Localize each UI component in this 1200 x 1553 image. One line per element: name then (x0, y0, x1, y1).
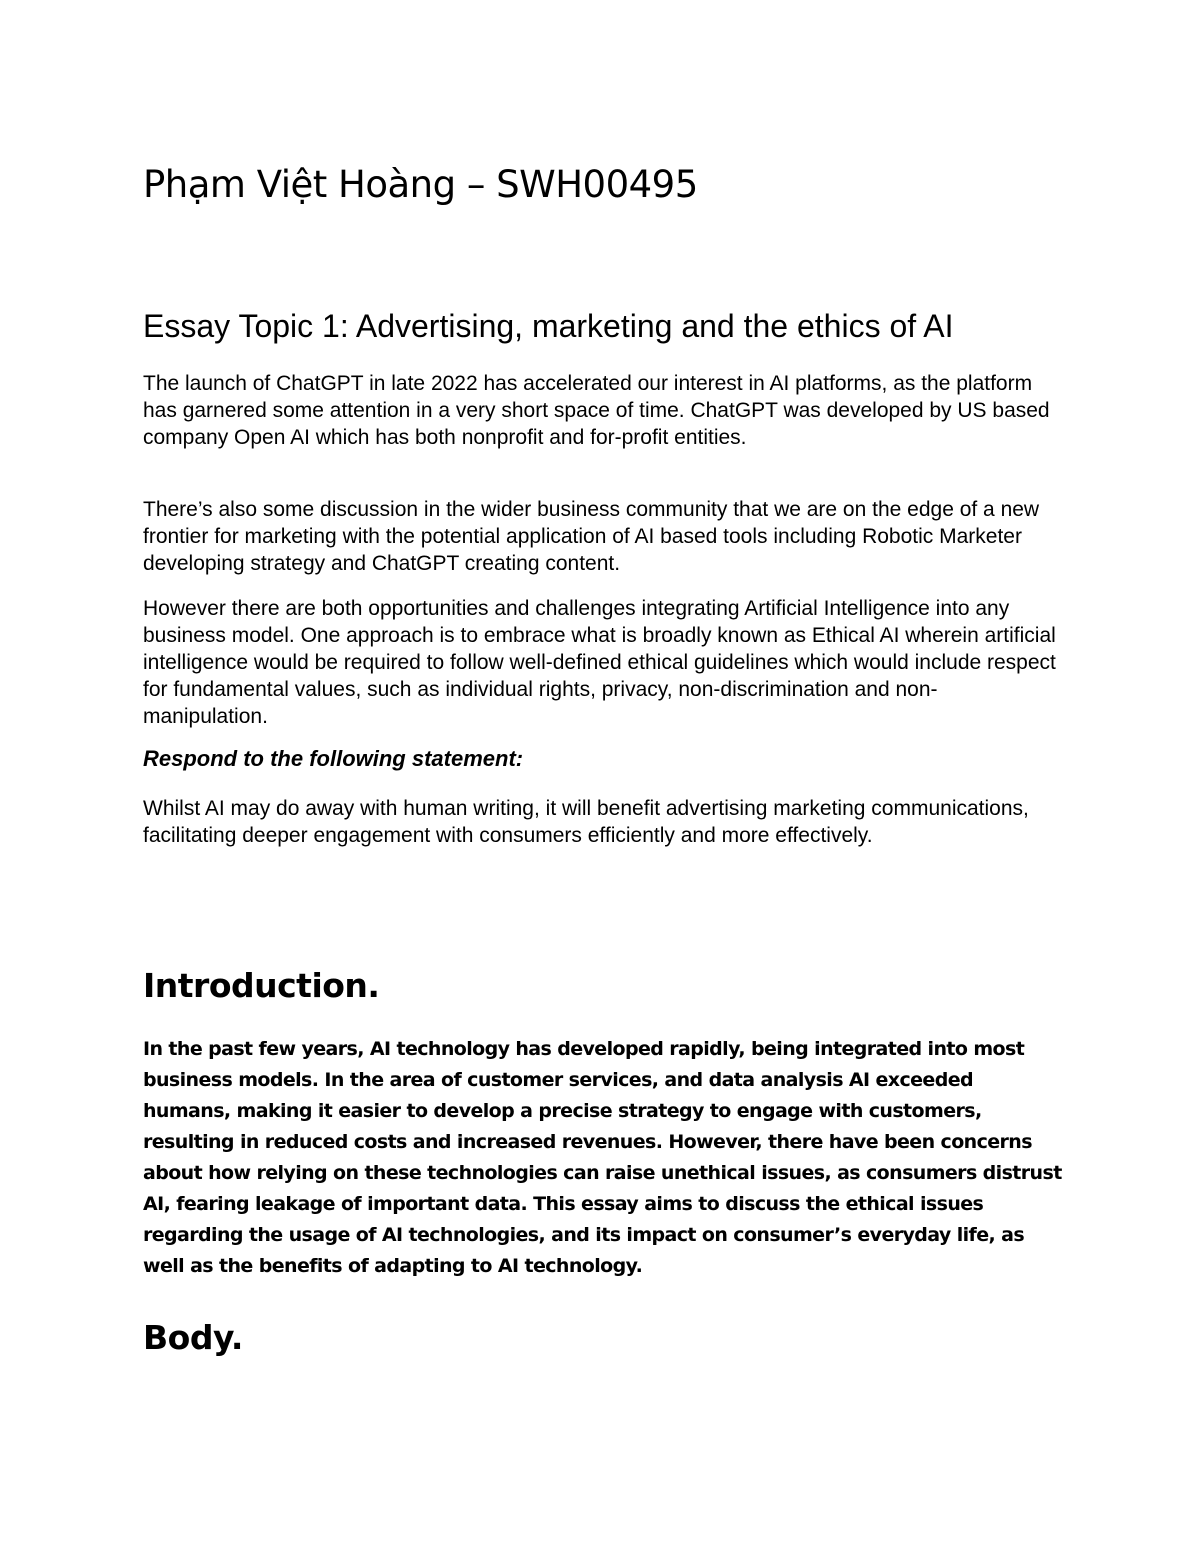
prompt-paragraph: However there are both opportunities and challenges integrating Artificial Intelligence into any business model. One approach is to embrace what is broadly known as Ethical AI wherein artificial intelligence would be required to follow well-defined ethical guidelines which would include respect for fundamental values, such as individual rights, privacy, non-discrimination and non-manipulation. (143, 597, 1056, 728)
prompt-paragraph: The launch of ChatGPT in late 2022 has accelerated our interest in AI platforms, as the platform has garnered some attention in a very short space of time. ChatGPT was developed by US based company Open AI which has both nonprofit and for-profit entities. (143, 372, 1050, 449)
essay-topic-title: Essay Topic 1: Advertising, marketing and the ethics of AI (143, 308, 954, 344)
introduction-heading: Introduction. (143, 966, 380, 1005)
prompt-paragraph: There’s also some discussion in the wider business community that we are on the edge of a new frontier for marketing with the potential application of AI based tools including Robotic Marketer developing strategy and ChatGPT creating content. (143, 498, 1040, 575)
respond-heading: Respond to the following statement: (143, 746, 524, 771)
introduction-paragraph: In the past few years, AI technology has developed rapidly, being integrated into most business models. In the area of customer services, and data analysis AI exceeded humans, making it easier to develop a precise strategy to engage with customers, resulting in reduced costs and increased revenues. However, there have been concerns about how relying on these technologies can raise unethical issues, as consumers distrust AI, fearing leakage of important data. This essay aims to discuss the ethical issues regarding the usage of AI technologies, and its impact on consumer’s everyday life, as well as the benefits of adapting to AI technology. (143, 1038, 1062, 1277)
statement-paragraph: Whilst AI may do away with human writing, it will benefit advertising marketing communications, facilitating deeper engagement with consumers efficiently and more effectively. (143, 797, 1029, 847)
author-line: Phạm Việt Hoàng – SWH00495 (143, 163, 698, 206)
body-heading: Body. (143, 1318, 243, 1357)
